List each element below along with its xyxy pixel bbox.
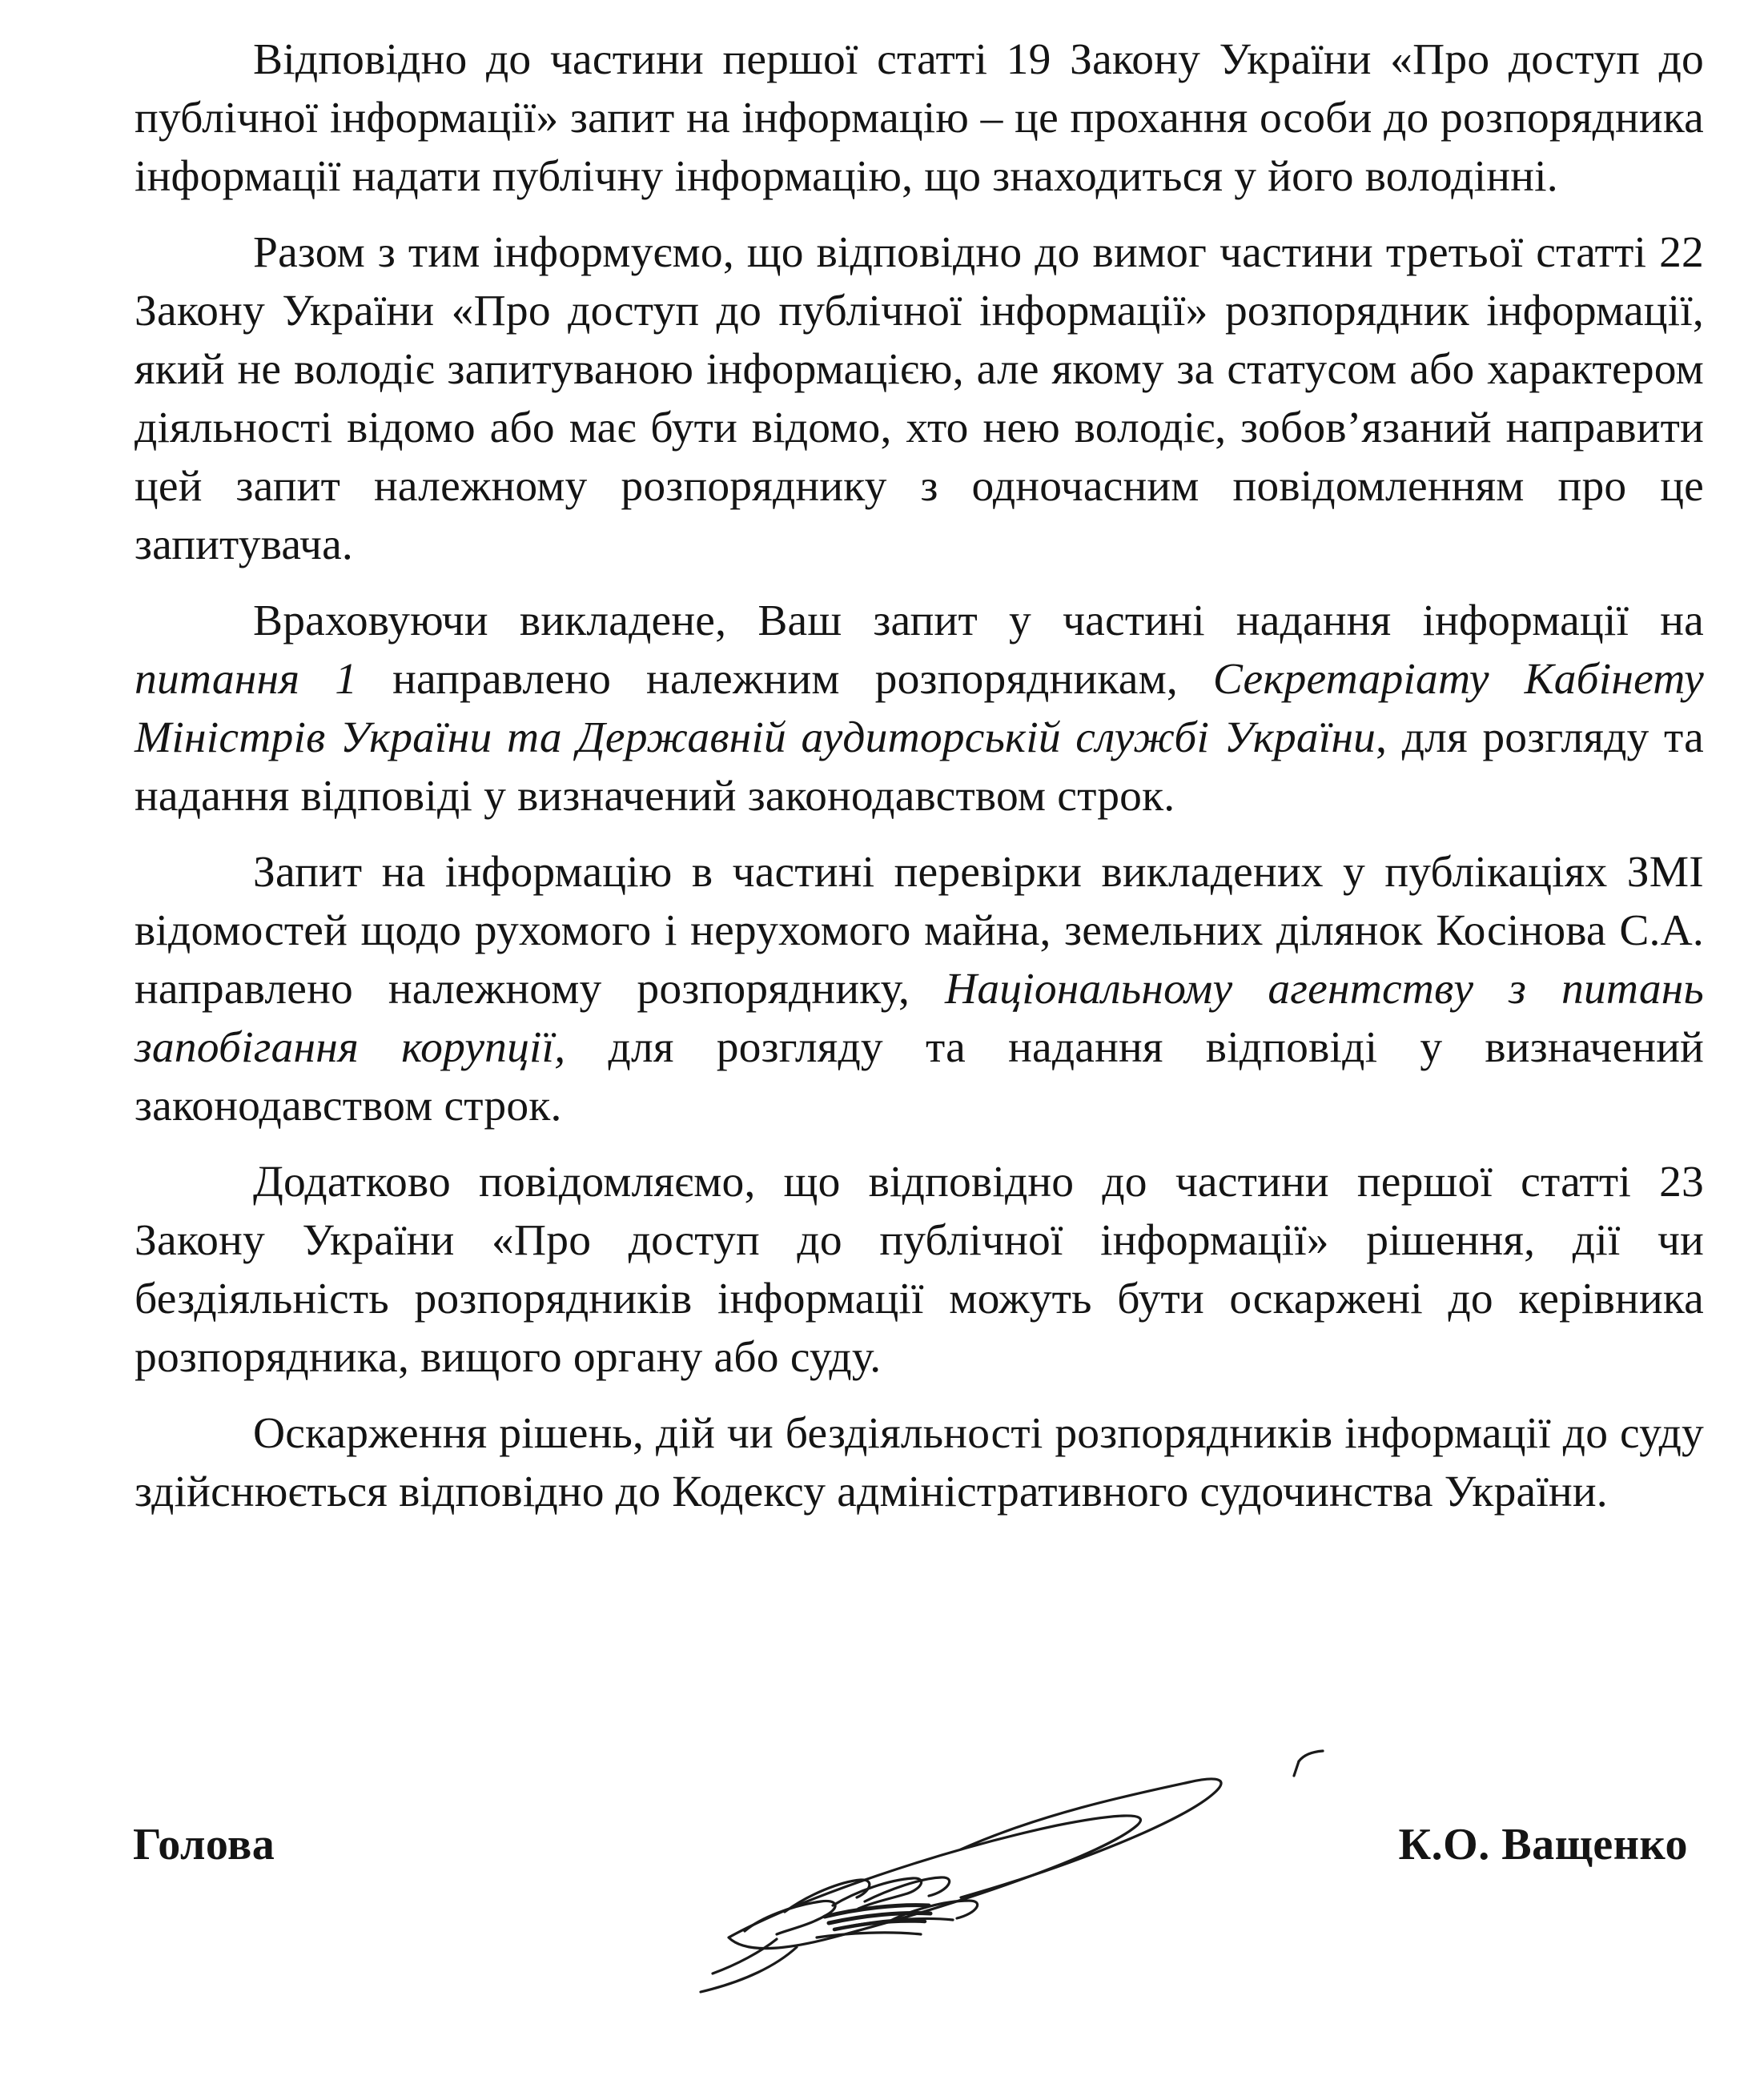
paragraph-1 [135,30,1704,206]
paragraph-4-text-b: для розгляду та надання відповіді у визначений законодавством строк. [135,1023,1704,1130]
paragraph-2-text: Разом з тим інформуємо, що відповідно до вимог частини третьої статті 22 Закону України «Про доступ до публічної інформації» розпорядник інформації, який не володіє запитуваною інформацією, але якому за статусом або характером діяльності відомо або має бути відомо, хто нею володіє, зобов’язаний направити цей запит належному розпоряднику з одночасним повідомленням про це запитувача. [135,228,1704,569]
signatory-name: К.О. Ващенко [1398,1820,1688,1869]
paragraph-1-text: Відповідно до частини першої статті 19 Закону України «Про доступ до публічної інформації» запит на інформацію – це прохання особи до розпорядника інформації надати публічну інформацію, що знаходиться у його володінні. [135,35,1704,201]
paragraph-3-recipients: Секретаріату Кабінету Міністрів України та Державній аудиторській службі України [135,655,1704,762]
paragraph-2 [135,223,1704,574]
handwritten-signature [625,1737,1377,2002]
paragraph-4-text-a: Запит на інформацію в частині перевірки викладених у публікаціях ЗМІ відомостей щодо рухомого і нерухомого майна, земельних ділянок Косінова С.А. направлено належному розпоряднику, [135,848,1704,1014]
paragraph-4 [135,843,1704,1135]
paragraph-5-text: Додатково повідомляємо, що відповідно до частини першої статті 23 Закону України «Про доступ до публічної інформації» рішення, дії чи бездіяльність розпорядників інформації можуть бути оскаржені до керівника розпорядника, вищого органу або суду. [135,1158,1704,1382]
signatory-title: Голова [133,1820,275,1869]
letter-body [135,30,1704,1539]
paragraph-3 [135,592,1704,825]
paragraph-3-question-ref: питання 1 [135,655,358,704]
paragraph-3-text-a: Враховуючи викладене, Ваш запит у частині надання інформації на [253,596,1704,645]
paragraph-3-text-c: , для розгляду та надання відповіді у визначений законодавством строк. [135,713,1704,821]
paragraph-3-text-b: направлено належним розпорядникам, [357,655,1213,704]
paragraph-4-recipient: Національному агентству з питань запобігання корупції, [135,965,1704,1072]
paragraph-6 [135,1404,1704,1521]
paragraph-6-text: Оскарження рішень, дій чи бездіяльності розпорядників інформації до суду здійснюється відповідно до Кодексу адміністративного судочинства України. [135,1409,1704,1516]
paragraph-5 [135,1153,1704,1387]
